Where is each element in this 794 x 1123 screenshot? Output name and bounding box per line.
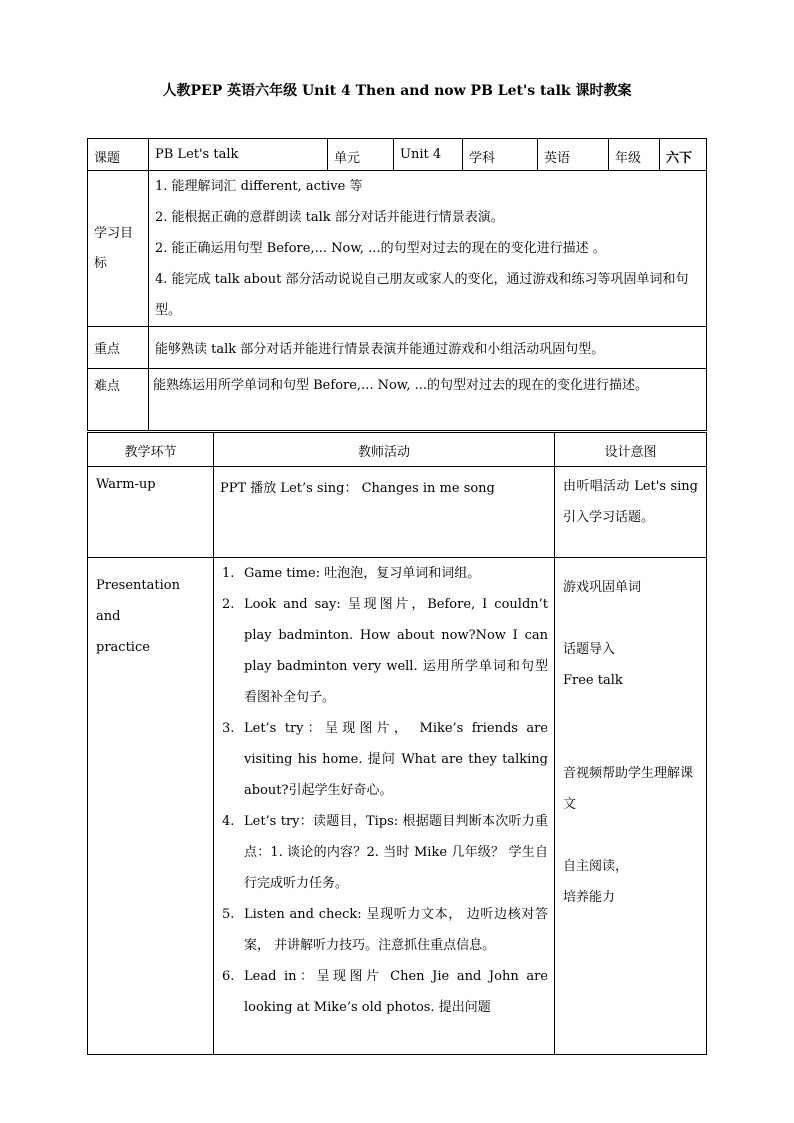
step-item — [214, 899, 548, 961]
presentation-intent — [555, 558, 707, 1055]
activities-table — [87, 432, 707, 1055]
step-num: 6. — [222, 969, 235, 984]
subject-label: 学科 — [463, 139, 538, 171]
warmup-teacher: PPT 播放 Let’s sing： Changes in me song — [214, 467, 555, 558]
warmup-intent: 由听唱活动 Let's sing 引入学习话题。 — [555, 467, 707, 558]
col-stage-header: 教学环节 — [88, 433, 214, 467]
step-text: Let’s try：呈现图片， Mike’s friends are visiting his home. 提问 What are they talking about?引起学生好奇心。 — [244, 721, 548, 798]
grade-value: 六下 — [660, 139, 707, 171]
presentation-stage-text: Presentation and practice — [96, 578, 180, 655]
presentation-stage — [88, 558, 214, 1055]
goals-label: 学习目标 — [88, 171, 149, 327]
goal-item: 2. 能正确运用句型 Before,... Now, ...的句型对过去的现在的变化进行描述 。 — [155, 241, 606, 256]
intent-item: 自主阅读， — [563, 859, 629, 874]
goal-item: 2. 能根据正确的意群朗读 talk 部分对话并能进行情景表演。 — [155, 210, 504, 225]
unit-value: Unit 4 — [394, 139, 463, 171]
goal-item: 4. 能完成 talk about 部分活动说说自己朋友或家人的变化，通过游戏和练习等巩固单词和句型。 — [155, 272, 689, 318]
difficulty-label: 难点 — [88, 369, 149, 431]
step-item — [214, 713, 548, 806]
unit-label: 单元 — [328, 139, 394, 171]
warmup-stage: Warm-up — [88, 467, 214, 558]
step-item — [214, 806, 548, 899]
step-num: 2. — [222, 597, 235, 612]
step-item — [214, 589, 548, 713]
col-teacher-header: 教师活动 — [214, 433, 555, 467]
intent-item: Free talk — [563, 673, 623, 688]
intent-item: 话题导入 — [563, 642, 616, 657]
difficulty-text: 能熟练运用所学单词和句型 Before,... Now, ...的句型对过去的现在的变化进行描述。 — [149, 369, 707, 431]
col-intent-header: 设计意图 — [555, 433, 707, 467]
goal-item: 1. 能理解词汇 different, active 等 — [155, 179, 363, 194]
step-item — [214, 558, 548, 589]
step-text: Look and say: 呈现图片，Before, I couldn’t play badminton. How about now?Now I can play badminton very well. 运用所学单词和句型看图补全句子。 — [244, 597, 548, 705]
key-label: 重点 — [88, 327, 149, 369]
lesson-info-table — [87, 138, 707, 431]
step-text: Game time: 吐泡泡，复习单词和词组。 — [244, 566, 481, 581]
topic-value: PB Let's talk — [149, 139, 328, 171]
presentation-teacher — [214, 558, 555, 1055]
goals-cell — [149, 171, 707, 327]
step-num: 3. — [222, 721, 235, 736]
step-num: 1. — [222, 566, 235, 581]
document-title: 人教PEP 英语六年级 Unit 4 Then and now PB Let's talk 课时教案 — [162, 83, 632, 99]
key-text: 能够熟读 talk 部分对话并能进行情景表演并能通过游戏和小组活动巩固句型。 — [149, 327, 707, 369]
intent-item: 音视频帮助学生理解课文 — [563, 766, 694, 812]
intent-item: 培养能力 — [563, 890, 616, 905]
step-text: Let’s try：读题目，Tips: 根据题目判断本次听力重点：1. 谈论的内容？2. 当时 Mike 几年级？ 学生自行完成听力任务。 — [244, 814, 548, 891]
step-item — [214, 961, 548, 1023]
step-num: 4. — [222, 814, 235, 829]
step-text: Listen and check: 呈现听力文本， 边听边核对答案， 并讲解听力技巧。注意抓住重点信息。 — [244, 907, 548, 953]
step-num: 5. — [222, 907, 235, 922]
steps-list — [214, 558, 554, 1023]
subject-value: 英语 — [538, 139, 609, 171]
step-text: Lead in：呈现图片 Chen Jie and John are looking at Mike’s old photos. 提出问题 — [244, 969, 548, 1015]
intent-item: 游戏巩固单词 — [563, 580, 642, 595]
grade-label: 年级 — [609, 139, 660, 171]
topic-label: 课题 — [88, 139, 149, 171]
